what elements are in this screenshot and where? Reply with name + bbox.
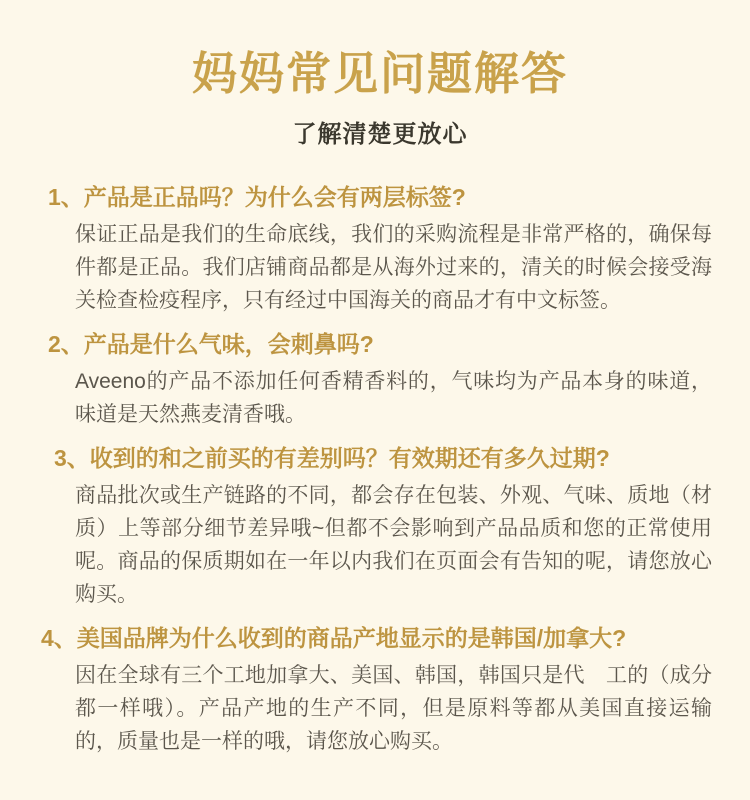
faq-answer-4: 因在全球有三个工地加拿大、美国、韩国，韩国只是代 工的（成分都一样哦）。产品产地的生产不同，但是原料等都从美国直接运输的，质量也是一样的哦，请您放心购买。 [75,664,712,753]
faq-item-2 [48,329,712,431]
faq-item-1 [48,182,712,317]
faq-answer-3: 商品批次或生产链路的不同，都会存在包装、外观、气味、质地（材质）上等部分细节差异哦~但都不会影响到产品品质和您的正常使用呢。商品的保质期如在一年以内我们在页面会有告知的呢，请您放心购买。 [75,484,712,606]
faq-question-1: 1、产品是正品吗？为什么会有两层标签? [48,184,466,210]
page-subtitle: 了解清楚更放心 [292,121,468,148]
faq-answer-2: Aveeno的产品不添加任何香精香料的，气味均为产品本身的味道，味道是天然燕麦清香哦。 [75,370,712,426]
faq-item-4 [41,623,712,758]
faq-question-2: 2、产品是什么气味，会刺鼻吗? [48,331,374,357]
faq-list [41,182,712,758]
faq-answer-1: 保证正品是我们的生命底线，我们的采购流程是非常严格的，确保每件都是正品。我们店铺商品都是从海外过来的，清关的时候会接受海关检查检疫程序，只有经过中国海关的商品才有中文标签。 [75,223,712,312]
page-title: 妈妈常见问题解答 [191,48,568,99]
faq-question-3: 3、收到的和之前买的有差别吗？有效期还有多久过期? [54,445,610,471]
faq-item-3 [48,443,712,611]
faq-question-4: 4、美国品牌为什么收到的商品产地显示的是韩国/加拿大? [41,625,627,651]
